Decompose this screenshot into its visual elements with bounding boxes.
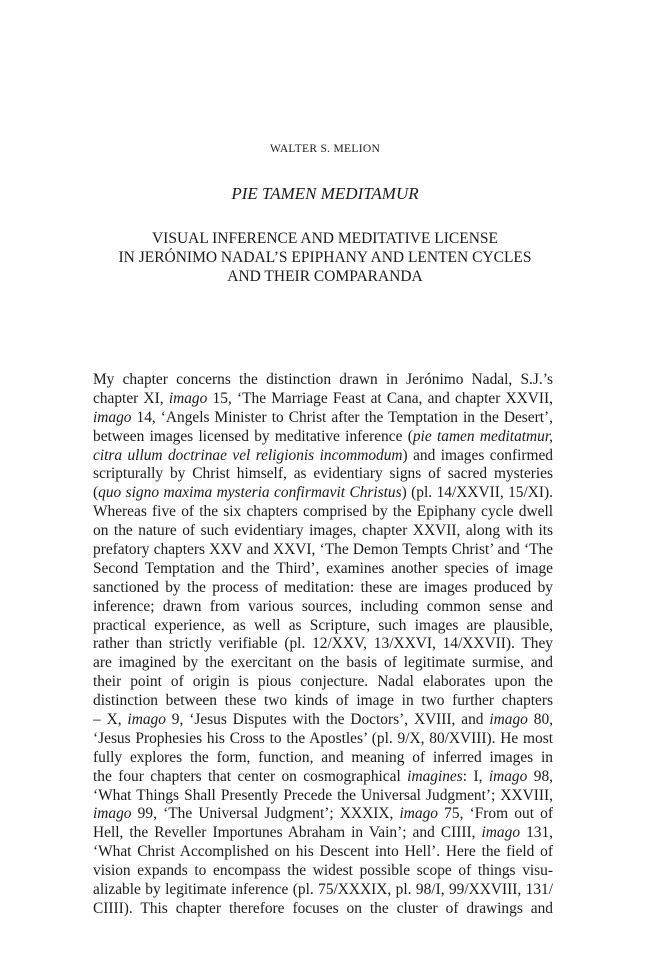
body-line: [93, 560, 553, 579]
text-run: practical experience, as well as Scripture, such images are plausible,: [93, 616, 553, 634]
text-run: : I,: [462, 767, 489, 785]
body-line: [93, 881, 553, 900]
text-run: distinction between these two kinds of image in two further chapters: [93, 692, 553, 710]
italic-text: imago: [127, 711, 166, 729]
text-run: ‘What Christ Accomplished on his Descent into Hell’. Here the field of: [93, 843, 553, 861]
text-run: chapter XI,: [93, 389, 169, 407]
text-run: ‘What Things Shall Presently Precede the Universal Judgment’; XXVIII,: [93, 786, 553, 804]
text-run: Second Temptation and the Third’, examines another species of image: [93, 559, 553, 577]
subtitle-line: VISUAL INFERENCE AND MEDITATIVE LICENSE: [151, 230, 499, 247]
italic-text: pie tamen meditatmur,: [412, 427, 553, 445]
subtitle-line: IN JERÓNIMO NADAL’S EPIPHANY AND LENTEN CYCLES: [118, 249, 532, 266]
text-run: Hell, the Reveller Importunes Abraham in Vain’; and CIIII,: [93, 824, 482, 842]
text-run: their point of origin is pious conjecture. Nadal elaborates upon the: [93, 673, 553, 691]
italic-text: imago: [168, 389, 208, 407]
text-run: 9, ‘Jesus Disputes with the Doctors’, XVIII, and: [165, 711, 490, 729]
text-run: on the nature of such evidentiary images, chapter XXVII, along with its: [93, 522, 553, 540]
body-line: [93, 673, 553, 692]
text-run: (: [93, 484, 99, 502]
italic-text: imago: [488, 767, 528, 785]
body-line: [93, 787, 553, 806]
body-line: [93, 428, 553, 447]
italic-text: imago: [93, 805, 132, 823]
italic-text: quo signo maxima mysteria confirmavit Christus: [98, 484, 402, 502]
body-line: [93, 465, 553, 484]
body-line: [93, 654, 553, 673]
body-line: [93, 409, 553, 428]
body-line: [93, 484, 553, 503]
body-line: [93, 692, 553, 711]
body-line: [93, 749, 553, 768]
text-run: are imagined by the exercitant on the basis of legitimate surmise, and: [93, 654, 553, 672]
text-run: – X,: [93, 711, 128, 729]
text-run: 15, ‘The Marriage Feast at Cana, and chapter XXVII,: [207, 389, 553, 407]
italic-text: imago: [93, 408, 132, 426]
text-run: vision expands to encompass the widest possible scope of things visu-: [93, 862, 553, 880]
body-line: [93, 579, 553, 598]
text-run: scripturally by Christ himself, as evidentiary signs of sacred mysteries: [93, 465, 553, 483]
text-run: Whereas five of the six chapters comprised by the Epiphany cycle dwell: [93, 503, 553, 521]
text-run: between images licensed by meditative inference (: [93, 427, 413, 445]
body-line: [93, 768, 553, 787]
text-run: fully explores the form, function, and meaning of inferred images in: [93, 748, 553, 766]
body-line: [93, 598, 553, 617]
body-line: [93, 541, 553, 560]
body-line: [93, 503, 553, 522]
text-run: 99, ‘The Universal Judgment’; XXXIX,: [131, 805, 400, 823]
body-line: [93, 371, 553, 390]
chapter-subtitle: [0, 229, 650, 286]
text-run: ‘Jesus Prophesies his Cross to the Apostles’ (pl. 9/X, 80/XVIII). He most: [93, 729, 553, 747]
chapter-title: PIE TAMEN MEDITAMUR: [231, 184, 419, 203]
text-run: prefatory chapters XXV and XXVI, ‘The Demon Tempts Christ’ and ‘The: [93, 541, 553, 559]
text-run: the four chapters that center on cosmographical: [93, 767, 408, 785]
body-line: [93, 522, 553, 541]
body-line: [93, 862, 553, 881]
body-line: [93, 635, 553, 654]
text-run: sanctioned by the process of meditation: these are images produced by: [93, 578, 553, 596]
body-line: [93, 900, 553, 919]
text-run: ) and images confirmed: [402, 446, 553, 464]
text-run: alizable by legitimate inference (pl. 75/XXXIX, pl. 98/I, 99/XXVIII, 131/: [93, 881, 553, 899]
body-line: [93, 843, 553, 862]
body-line: [93, 711, 553, 730]
body-line: [93, 805, 553, 824]
text-run: 131,: [520, 824, 553, 842]
text-run: 75, ‘From out of: [437, 805, 553, 823]
text-run: My chapter concerns the distinction drawn in Jerónimo Nadal, S.J.’s: [93, 371, 553, 388]
body-line: [93, 447, 553, 466]
italic-text: citra ullum doctrinae vel religionis incommodum: [93, 446, 403, 464]
text-run: inference; drawn from various sources, including common sense and: [93, 597, 553, 615]
body-line: [93, 390, 553, 409]
body-paragraph: [93, 371, 553, 919]
body-line: [93, 730, 553, 749]
italic-text: imago: [481, 824, 521, 842]
body-line: [93, 824, 553, 843]
text-run: 80,: [527, 711, 553, 729]
text-run: 14, ‘Angels Minister to Christ after the Temptation in the Desert’,: [131, 408, 553, 426]
text-run: 98,: [527, 767, 553, 785]
text-run: ) (pl. 14/XXVII, 15/XI).: [401, 484, 553, 502]
text-run: CIIII). This chapter therefore focuses on the cluster of drawings and: [93, 899, 553, 917]
italic-text: imagines: [407, 767, 463, 785]
subtitle-line: AND THEIR COMPARANDA: [227, 268, 423, 285]
italic-text: imago: [399, 805, 438, 823]
body-line: [93, 617, 553, 636]
author-name: WALTER S. MELION: [269, 143, 381, 155]
text-run: rather than strictly verifiable (pl. 12/XXV, 13/XXVI, 14/XXVII). They: [93, 635, 553, 653]
italic-text: imago: [489, 711, 528, 729]
